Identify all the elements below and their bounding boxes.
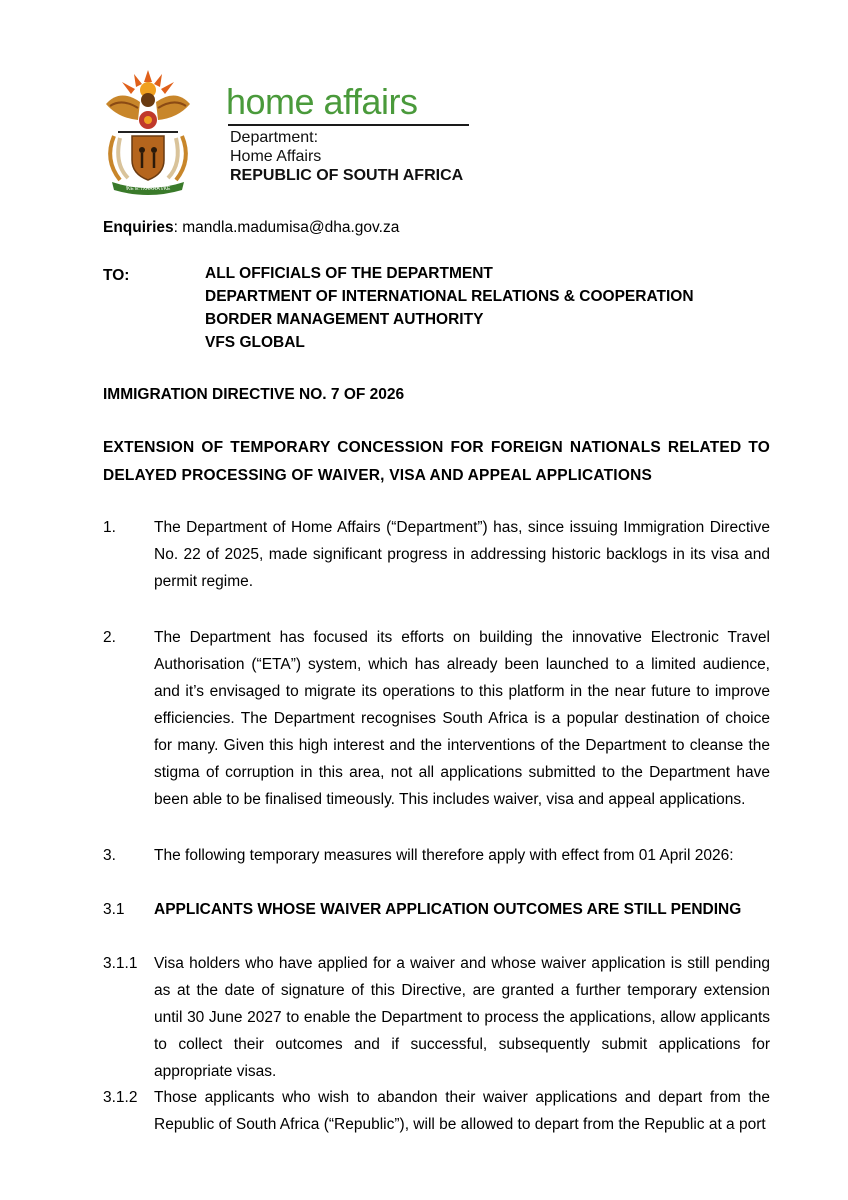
paragraph-item (103, 950, 770, 1085)
paragraph-text: Those applicants who wish to abandon their waiver applications and depart from the Republic of South Africa (“Republic”), will be allowed to depart from the Republic at a port (154, 1089, 770, 1133)
paragraph-text: The following temporary measures will therefore apply with effect from 01 April 2026: (154, 847, 734, 864)
coat-of-arms-icon (100, 68, 196, 196)
enquiries-line (103, 214, 399, 241)
crest-motto: !KE E: /XARRA //KE (125, 186, 171, 192)
paragraph-number: 3. (103, 847, 116, 864)
recipient: DEPARTMENT OF INTERNATIONAL RELATIONS & COOPERATION (205, 288, 694, 305)
section-number: 3.1 (103, 901, 125, 918)
paragraph-text: The Department has focused its efforts on building the innovative Electronic Travel Authorisation (“ETA”) system, which has already been launched to a limited audience, and it’s envisaged to migrate its operations to this platform in the near future to improve efficiencies. The Department recognises South Africa is a popular destination of choice for many. Given this high interest and the interventions of the Department to cleanse the stigma of corruption in this area, not all applications submitted to the Department have been able to be finalised timeously. This includes waiver, visa and appeal applications. (154, 629, 770, 808)
to-label: TO: (103, 267, 130, 284)
recipient-list (205, 262, 694, 354)
department-label: Department: (230, 129, 319, 146)
letterhead (100, 64, 480, 200)
enquiries-separator: : (173, 219, 183, 236)
directive-title: IMMIGRATION DIRECTIVE NO. 7 OF 2026 (103, 386, 405, 403)
paragraph-number: 1. (103, 519, 116, 536)
paragraph-number: 3.1.2 (103, 1089, 138, 1106)
country-name: REPUBLIC OF SOUTH AFRICA (230, 167, 464, 184)
brand-name: home affairs (226, 81, 418, 122)
paragraph-number: 2. (103, 629, 116, 646)
paragraph-item (103, 1084, 770, 1138)
paragraph-number: 3.1.1 (103, 955, 138, 972)
paragraph-text: Visa holders who have applied for a waiver and whose waiver application is still pending as at the date of signature of this Directive, are granted a further temporary extension until 30 June 2027 to enable the Department to process the applications, allow applicants to collect their outcomes and if successful, subsequently submit applications for appropriate visas. (154, 955, 770, 1080)
brand-divider (228, 124, 469, 126)
department-name: Home Affairs (230, 148, 322, 165)
directive-subject: EXTENSION OF TEMPORARY CONCESSION FOR FOREIGN NATIONALS RELATED TO DELAYED PROCESSING OF WAIVER, VISA AND APPEAL APPLICATIONS (103, 439, 770, 484)
recipient: VFS GLOBAL (205, 334, 305, 351)
enquiries-label: Enquiries (103, 219, 174, 236)
section-heading-text: APPLICANTS WHOSE WAIVER APPLICATION OUTCOMES ARE STILL PENDING (154, 901, 742, 918)
paragraph-item (103, 514, 770, 595)
enquiries-email: mandla.madumisa@dha.gov.za (182, 219, 400, 236)
paragraph-item (103, 624, 770, 813)
paragraph-text: The Department of Home Affairs (“Department”) has, since issuing Immigration Directive No. 22 of 2025, made significant progress in addressing historic backlogs in its visa and permit regime. (154, 519, 770, 590)
recipient: ALL OFFICIALS OF THE DEPARTMENT (205, 265, 493, 282)
department-block (230, 128, 463, 185)
section-heading (103, 896, 770, 923)
recipient: BORDER MANAGEMENT AUTHORITY (205, 311, 484, 328)
paragraph-item (103, 842, 770, 869)
